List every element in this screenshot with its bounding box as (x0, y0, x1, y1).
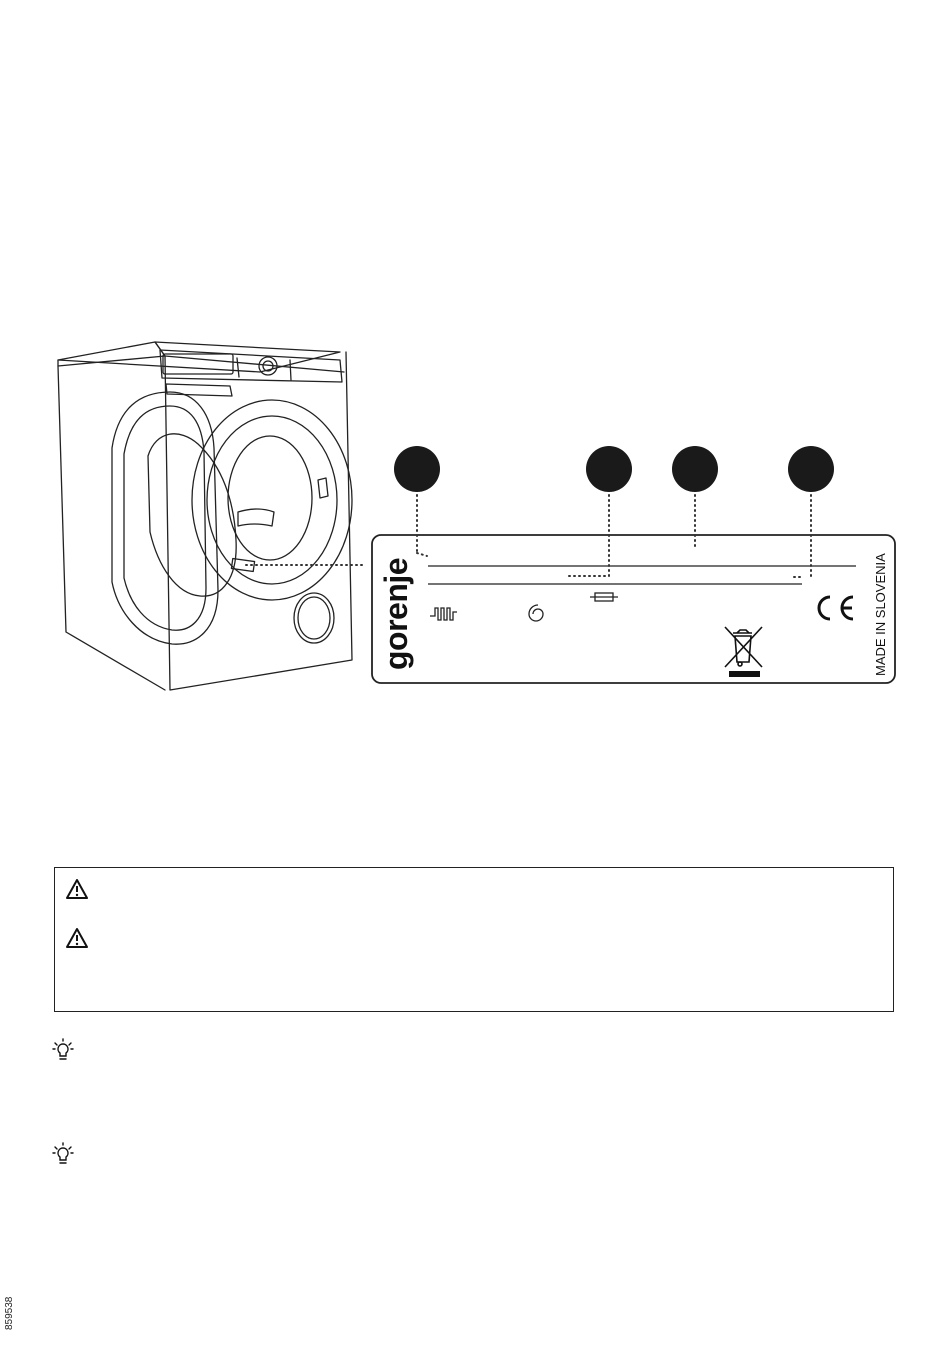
callout-4 (788, 446, 834, 492)
warning-box (54, 867, 894, 1012)
rating-plate (246, 446, 895, 683)
spin-icon (529, 605, 543, 621)
callout-2 (586, 446, 632, 492)
callout-1 (394, 446, 440, 492)
lightbulb-tip-icon (52, 1142, 74, 1166)
document-code: 859538 (4, 1296, 15, 1330)
callout-3 (672, 446, 718, 492)
warning-triangle-icon (65, 927, 89, 949)
washing-machine-drawing (58, 342, 352, 690)
origin-text: MADE IN SLOVENIA (873, 553, 888, 676)
warning-triangle-icon (65, 878, 89, 900)
fuse-icon (590, 593, 618, 601)
crossed-out-wheelie-bin-icon (725, 627, 762, 667)
lightbulb-tip-icon (52, 1038, 74, 1062)
heater-icon (430, 608, 457, 620)
ce-mark (819, 597, 853, 619)
brand-logo: gorenje (378, 557, 414, 670)
